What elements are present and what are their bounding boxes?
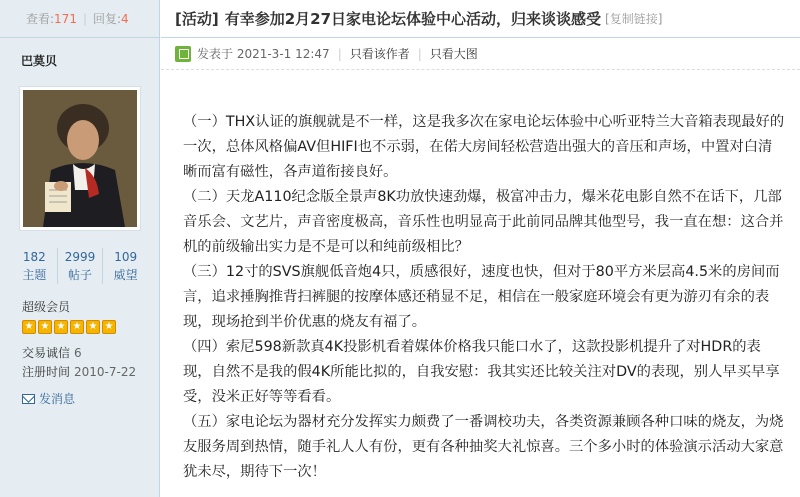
copy-link-button[interactable]: [复制链接] bbox=[605, 12, 663, 26]
post-body bbox=[161, 70, 800, 485]
rank-stars bbox=[22, 320, 116, 334]
post-paragraph: （三）12寸的SVS旗舰低音炮4只，质感很好，速度也快，但对于80平方米层高4.5米的房间而言，追求捶胸推背扫裤腿的按摩体感还稍显不足，相信在一般家庭环境会有更为游刃有余的表现，现场抢到半价优惠的烧友有福了。 bbox=[183, 264, 780, 330]
author-sidebar bbox=[0, 0, 160, 497]
post-paragraph: （五）家电论坛为器材充分发挥实力颇费了一番调校功夫，各类资源兼顾各种口味的烧友，为烧友服务周到热情，随手礼人人有份，更有各种抽奖大礼惊喜。三个多小时的体验演示活动大家意犹未尽，期待下一次！ bbox=[183, 414, 784, 480]
stat-prestige[interactable]: 109 威望 bbox=[113, 250, 138, 282]
post-paragraph: （四）索尼598新款真4K投影机看着媒体价格我只能口水了，这款投影机提升了对HDR的表现，自然不是我的假4K所能比拟的，自我安慰：我其实还比较关注对DV的表现，别人早买早享受，没米正好等等看看。 bbox=[183, 339, 780, 405]
online-status-icon bbox=[175, 46, 191, 62]
post-meta: 发表于 2021-3-1 12:47 | 只看该作者 | 只看大图 bbox=[161, 38, 800, 70]
thread-stats-bar: 查看: 171 | 回复: 4 bbox=[0, 0, 159, 38]
register-date: 注册时间 2010-7-22 bbox=[22, 365, 137, 379]
trade-credit: 交易诚信 6 bbox=[22, 346, 82, 360]
post-tag[interactable]: [活动] bbox=[175, 10, 219, 28]
post-time: 发表于 2021-3-1 12:47 bbox=[197, 47, 330, 61]
views-count: 171 bbox=[54, 11, 77, 26]
star-icon: ★ bbox=[54, 320, 68, 334]
author-name[interactable]: 巴莫贝 bbox=[21, 54, 58, 68]
mail-icon bbox=[22, 394, 35, 404]
large-image-link[interactable]: 只看大图 bbox=[429, 47, 478, 61]
author-stats bbox=[12, 248, 148, 284]
send-message-link[interactable]: 发消息 bbox=[22, 390, 75, 407]
post-paragraph: （一）THX认证的旗舰就是不一样，这是我多次在家电论坛体验中心听亚特兰大音箱表现最好的一次，总体风格偏AV但HIFI也不示弱，在偌大房间轻松营造出强大的音压和声场，中置对白清晰而富有磁性，各声道衔接良好。 bbox=[183, 114, 785, 180]
stat-threads[interactable]: 182 主题 bbox=[12, 248, 58, 284]
post-title: 有幸参加2月27日家电论坛体验中心活动，归来谈谈感受 bbox=[224, 10, 602, 28]
star-icon: ★ bbox=[86, 320, 100, 334]
stat-posts[interactable]: 2999 帖子 bbox=[58, 248, 104, 284]
post-title-bar bbox=[161, 0, 800, 38]
post-paragraph: （二）天龙A110纪念版全景声8K功放快速劲爆，极富冲击力，爆米花电影自然不在话下，几部音乐会、文艺片，声音密度极高，音乐性也明显高于此前同品牌其他型号，我一直在想：这合并机的前级输出实力是不是可以和纯前级相比？ bbox=[183, 189, 784, 255]
star-icon: ★ bbox=[102, 320, 116, 334]
star-icon: ★ bbox=[38, 320, 52, 334]
star-icon: ★ bbox=[70, 320, 84, 334]
only-author-link[interactable]: 只看该作者 bbox=[349, 47, 410, 61]
star-icon: ★ bbox=[22, 320, 36, 334]
replies-count: 4 bbox=[121, 11, 129, 26]
user-group[interactable]: 超级会员 bbox=[22, 300, 71, 314]
avatar-portrait bbox=[23, 90, 137, 227]
post-main bbox=[161, 0, 800, 497]
avatar[interactable] bbox=[19, 86, 141, 231]
